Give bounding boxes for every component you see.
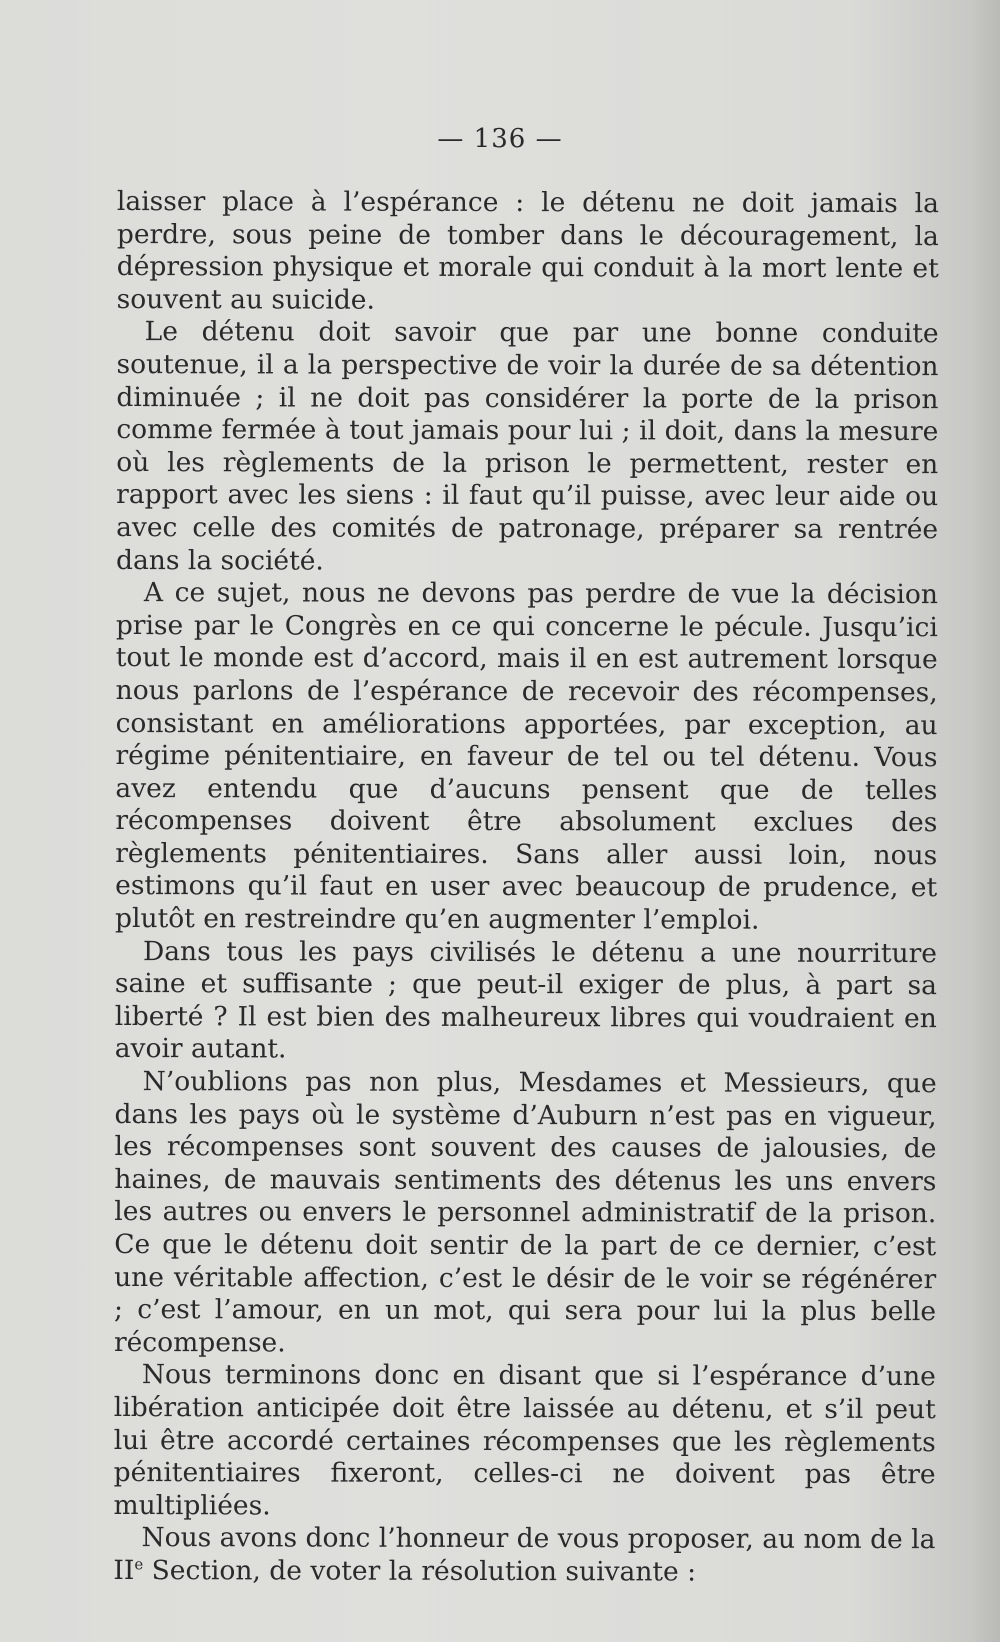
paragraph-resolution-intro <box>113 1522 935 1589</box>
page-number: — 136 — <box>437 124 563 154</box>
paragraph: laisser place à l’espérance : le détenu ne doit jamais la perdre, sous peine de tomber dans le découragement, la dépression physique et morale qui conduit à la mort lente et souvent au suicide. <box>116 186 939 316</box>
paragraph: Le détenu doit savoir que par une bonne conduite soutenue, il a la perspective de voir la durée de sa détention diminuée ; il ne doit pas considérer la porte de la prison comme fermée à tout jamais pour lui ; il doit, dans la mesure où les règlements de la prison le permettent, rester en rapport avec les siens : il faut qu’il puisse, avec leur aide ou avec celle des comités de patronage, préparer sa rentrée dans la société. <box>115 316 939 577</box>
paragraph: Nous terminons donc en disant que si l’espérance d’une libération anticipée doit être laissée au détenu, et s’il peut lui être accordé certaines récompenses que les règlements pénitentiaires fixeront, celles-ci ne doivent pas être multipliées. <box>113 1359 936 1522</box>
paragraph: N’oublions pas non plus, Mesdames et Messieurs, que dans les pays où le système d’Auburn n’est pas en vigueur, les récompenses sont souvent des causes de jalousies, de haines, de mauvais sentiments des détenus les uns envers les autres ou envers le personnel administratif de la prison. Ce que le détenu doit sentir de la part de ce dernier, c’est une véritable affection, c’est le désir de le voir se régénérer ; c’est l’amour, en un mot, qui sera pour lui la plus belle récompense. <box>113 1066 937 1359</box>
paragraph: A ce sujet, nous ne devons pas perdre de vue la décision prise par le Congrès en ce qui concerne le pécule. Jusqu’ici tout le monde est d’accord, mais il en est autrement lorsque nous parlons de l’espérance de recevoir des récompenses, consistant en améliorations apportées, par exception, au régime pénitentiaire, en faveur de tel ou tel détenu. Vous avez entendu que d’aucuns pensent que de telles récompenses doivent être absolument exclues des règlements pénitentiaires. Sans aller aussi loin, nous estimons qu’il faut en user avec beaucoup de prudence, et plutôt en restreindre qu’en augmenter l’emploi. <box>115 577 938 936</box>
paragraph: Dans tous les pays civilisés le détenu a une nourriture saine et suffisante ; que peut-il exiger de plus, à part sa liberté ? Il est bien des malheureux libres qui voudraient en avoir autant. <box>114 935 938 1065</box>
resolution-intro-text: Nous avons donc l’honneur de vous proposer, au nom de la II <box>113 1522 936 1586</box>
resolution-intro-text-end: Section, de voter la résolution suivante : <box>143 1555 697 1588</box>
section-ordinal-superscript: e <box>134 1555 144 1574</box>
body-text <box>113 186 939 1590</box>
